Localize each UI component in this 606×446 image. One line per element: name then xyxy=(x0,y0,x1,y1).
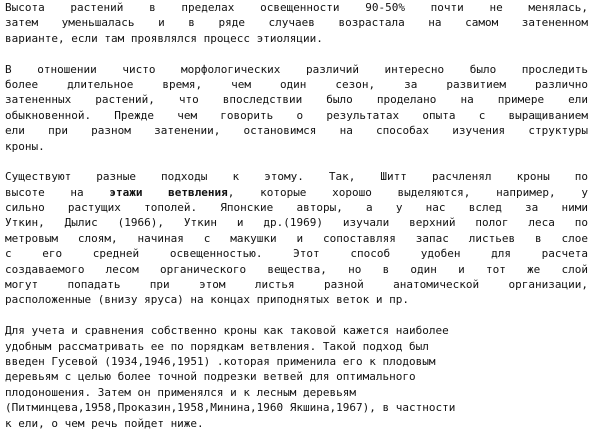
text-line: затененных растений, что впоследствии было проделано на примере ели xyxy=(5,93,588,107)
text-line: к ели, о чем речь пойдет ниже. xyxy=(5,416,204,430)
text-line: сильно растущих тополей. Японские авторы, а у нас вслед за ними xyxy=(5,201,588,215)
text-line: (Питминцева,1958,Проказин,1958,Минина,1960 Якшина,1967), в частности xyxy=(5,401,456,415)
text-line: удобным рассматривать ее по порядкам ветвления. Такой подход был xyxy=(5,339,429,353)
text-line: метровым слоям, начиная с макушки и сопоставляя запас листьев в слое xyxy=(5,231,588,245)
text-line: с его средней освещенностью. Этот способ удобен для расчета xyxy=(5,247,588,261)
document-body xyxy=(5,0,588,446)
text-line: расположенные (внизу яруса) на концах приподнятых веток и пр. xyxy=(5,293,409,307)
paragraph-4 xyxy=(5,323,588,431)
text-line: плодоношения. Затем он применялся и к лесным деревьям xyxy=(5,385,356,399)
text-line: ели при разном затенении, остановимся на способах изучения структуры xyxy=(5,124,588,138)
paragraph-3 xyxy=(5,169,588,308)
text-line: создаваемого лесом органического вещества, но в один и тот же слой xyxy=(5,262,588,276)
text-line: Существуют разные подходы к этому. Так, Шитт расчленял кроны по xyxy=(5,170,588,184)
text-line: деревьям с целью более точной подрезки ветвей для оптимального xyxy=(5,370,416,384)
text-line xyxy=(5,185,588,200)
text-line: обыкновенной. Прежде чем говорить о результатах опыта с выращиванием xyxy=(5,108,588,122)
text-fragment: высоте на xyxy=(5,185,110,199)
text-line: более длительное время, чем один сезон, за развитием различно xyxy=(5,77,588,91)
text-line: Высота растений в пределах освещенности 90-50% почти не менялась, xyxy=(5,1,588,14)
text-line: варианте, если там проявлялся процесс этиоляции. xyxy=(5,31,323,45)
text-fragment: , которые хорошо выделяются, например, у xyxy=(227,185,588,199)
text-line: Уткин, Дылис (1966), Уткин и др.(1969) изучали верхний полог леса по xyxy=(5,216,588,230)
emphasized-term: этажи ветвления xyxy=(109,185,228,199)
text-line: Для учета и сравнения собственно кроны как таковой кажется наиболее xyxy=(5,324,449,338)
paragraph-1 xyxy=(5,0,588,46)
text-line: кроны. xyxy=(5,139,45,153)
text-line: В отношении чисто морфологических различий интересно было проследить xyxy=(5,62,588,76)
text-line: затем уменьшалась и в ряде случаев возрастала на самом затененном xyxy=(5,16,588,30)
paragraph-2 xyxy=(5,62,588,154)
text-line: могут попадать при этом листья разной анатомической организации, xyxy=(5,278,588,292)
text-line: введен Гусевой (1934,1946,1951) .которая применила его к плодовым xyxy=(5,354,436,368)
